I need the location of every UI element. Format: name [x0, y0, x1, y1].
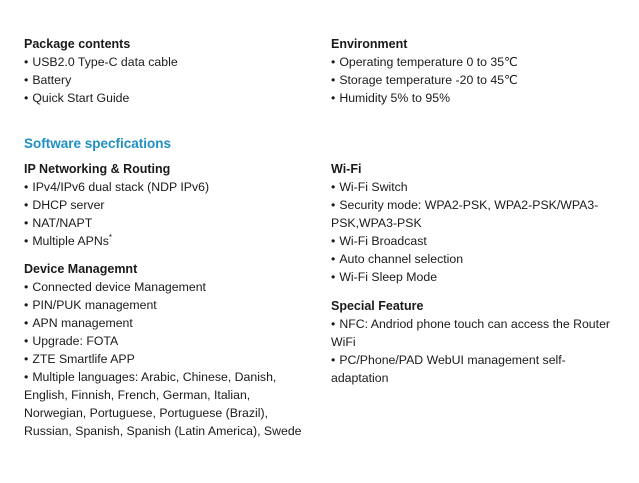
list-item-text: DHCP server — [32, 198, 105, 212]
list-item-text: Multiple languages: Arabic, Chinese, Danish, — [32, 370, 277, 384]
list-item — [24, 278, 314, 296]
list-item-text: NFC: Andriod phone touch can access the Router — [339, 317, 610, 331]
list-item-languages — [24, 368, 314, 386]
list-item-nfc-cont — [331, 333, 631, 351]
list-item-webui-cont — [331, 369, 631, 387]
bullet: • — [331, 55, 336, 69]
device-management-list — [24, 278, 314, 440]
list-item — [331, 178, 631, 196]
wifi-section — [331, 160, 631, 286]
package-contents-section — [24, 35, 314, 107]
bullet: • — [24, 73, 29, 87]
bullet: • — [331, 270, 336, 284]
list-item-text: adaptation — [331, 371, 389, 385]
list-item-languages-cont — [24, 386, 314, 404]
bullet: • — [24, 280, 29, 294]
list-item — [24, 332, 314, 350]
list-item — [24, 232, 314, 250]
list-item-text: ZTE Smartlife APP — [32, 352, 135, 366]
bullet: • — [24, 180, 29, 194]
bullet: • — [24, 352, 29, 366]
list-item-security-cont — [331, 214, 631, 232]
list-item-text: Security mode: WPA2-PSK, WPA2-PSK/WPA3- — [339, 198, 599, 212]
list-item-text: PIN/PUK management — [32, 298, 157, 312]
package-contents-heading: Package contents — [24, 37, 131, 51]
bullet: • — [24, 55, 29, 69]
list-item — [24, 214, 314, 232]
bullet: • — [24, 316, 29, 330]
special-feature-list — [331, 315, 631, 387]
list-item-text: Auto channel selection — [339, 252, 464, 266]
list-item-languages-cont — [24, 404, 314, 422]
bullet: • — [331, 91, 336, 105]
list-item — [331, 268, 631, 286]
bullet: • — [331, 252, 336, 266]
list-item — [24, 196, 314, 214]
list-item-text: English, Finnish, French, German, Italian, — [24, 388, 251, 402]
special-feature-section — [331, 297, 631, 387]
list-item — [24, 178, 314, 196]
list-item-text: Russian, Spanish, Spanish (Latin America), Swede — [24, 424, 302, 438]
list-item-text: Humidity 5% to 95% — [339, 91, 451, 105]
list-item-text: Multiple APNs — [32, 234, 109, 248]
device-management-heading: Device Managemnt — [24, 262, 138, 276]
list-item-text: Upgrade: FOTA — [32, 334, 119, 348]
bullet: • — [331, 317, 336, 331]
bullet: • — [24, 370, 29, 384]
wifi-list — [331, 178, 631, 286]
ip-networking-section — [24, 160, 314, 250]
list-item-languages-cont — [24, 422, 314, 440]
bullet: • — [24, 216, 29, 230]
bullet: • — [331, 353, 336, 367]
bullet: • — [331, 234, 336, 248]
ip-networking-list — [24, 178, 314, 250]
footnote-marker: * — [108, 233, 112, 242]
list-item-text: Battery — [32, 73, 72, 87]
list-item-text: Storage temperature -20 to 45℃ — [339, 73, 518, 87]
list-item-text: PSK,WPA3-PSK — [331, 216, 422, 230]
list-item — [331, 89, 631, 107]
list-item-text: Wi-Fi Sleep Mode — [339, 270, 438, 284]
bullet: • — [24, 234, 29, 248]
list-item-text: Connected device Management — [32, 280, 206, 294]
list-item — [331, 71, 631, 89]
list-item-text: Norwegian, Portuguese, Portuguese (Brazil), — [24, 406, 269, 420]
list-item — [24, 314, 314, 332]
list-item-text: Wi-Fi Broadcast — [339, 234, 427, 248]
list-item-text: IPv4/IPv6 dual stack (NDP IPv6) — [32, 180, 210, 194]
list-item-nfc — [331, 315, 631, 333]
list-item — [24, 296, 314, 314]
wifi-heading: Wi-Fi — [331, 162, 362, 176]
device-management-section — [24, 260, 314, 440]
ip-networking-heading: IP Networking & Routing — [24, 162, 171, 176]
software-specifications-title: Software specfications — [24, 136, 172, 151]
list-item — [331, 250, 631, 268]
list-item — [24, 350, 314, 368]
bullet: • — [331, 198, 336, 212]
environment-section — [331, 35, 631, 107]
package-contents-list — [24, 53, 314, 107]
list-item — [24, 53, 314, 71]
list-item — [331, 232, 631, 250]
environment-list — [331, 53, 631, 107]
bullet: • — [24, 334, 29, 348]
list-item-text: Wi-Fi Switch — [339, 180, 408, 194]
list-item-text: Operating temperature 0 to 35℃ — [339, 55, 518, 69]
bullet: • — [331, 73, 336, 87]
list-item — [331, 53, 631, 71]
list-item-text: WiFi — [331, 335, 356, 349]
list-item-text: NAT/NAPT — [32, 216, 93, 230]
bullet: • — [24, 298, 29, 312]
special-feature-heading: Special Feature — [331, 299, 424, 313]
bullet: • — [24, 91, 29, 105]
list-item-text: Quick Start Guide — [32, 91, 130, 105]
environment-heading: Environment — [331, 37, 408, 51]
list-item-text: APN management — [32, 316, 133, 330]
list-item-webui — [331, 351, 631, 369]
list-item-text: PC/Phone/PAD WebUI management self- — [339, 353, 566, 367]
bullet: • — [24, 198, 29, 212]
list-item — [24, 71, 314, 89]
bullet: • — [331, 180, 336, 194]
list-item — [24, 89, 314, 107]
list-item-security — [331, 196, 631, 214]
list-item-text: USB2.0 Type-C data cable — [32, 55, 178, 69]
